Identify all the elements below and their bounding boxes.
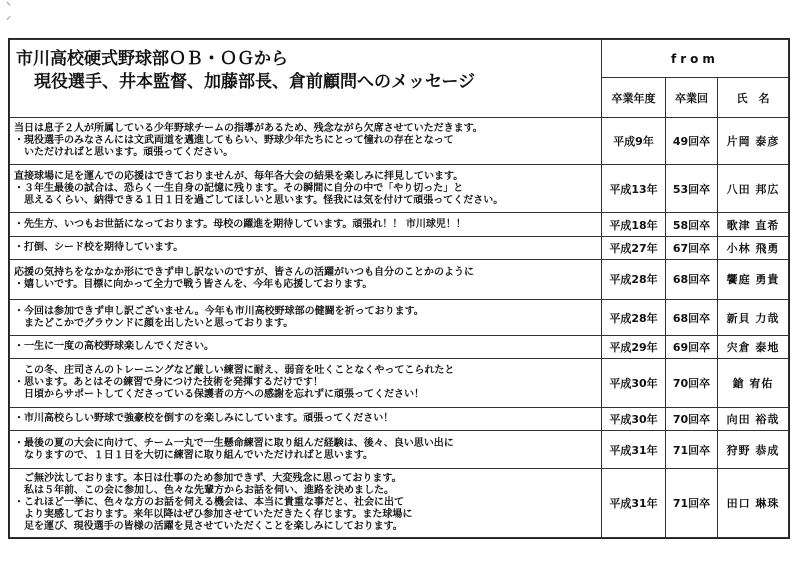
graduation-year: 平成9年: [602, 118, 666, 165]
message-row: [10, 164, 789, 213]
message-text: この冬、庄司さんのトレーニングなど厳しい練習に耐え、弱音を吐くことなくやってこられたと ・思います。あとはその練習で身につけた技術を発揮するだけです！ 日頃からサポートしてくださっている保護者の方への感謝を忘れずに頑張ってください！: [10, 359, 602, 408]
graduation-class: 70回卒: [666, 359, 718, 408]
graduation-year: 平成31年: [602, 431, 666, 469]
graduation-class: 67回卒: [666, 236, 718, 259]
page-subtitle: 現役選手、井本監督、加藤部長、倉前顧問へのメッセージ: [34, 72, 475, 92]
graduation-class: 71回卒: [666, 469, 718, 538]
graduation-year: 平成28年: [602, 300, 666, 336]
author-name: 小林 飛勇: [718, 236, 789, 259]
graduation-year: 平成13年: [602, 164, 666, 213]
message-text: ご無沙汰しております。本日は仕事のため参加できず、大変残念に思っております。 私は５年前、この会に参加し、色々な先輩方からお話を伺い、進路を決めました。 ・これほど一挙に、色々な方のお話を伺える機会は、本当に貴重な事だと、社会に出て より実感しております。来年以降はぜひ参加させていただきたく存じます。また球場に 足を運び、現役選手の皆様の活躍を見させていただくことを楽しみにしております。: [10, 469, 602, 538]
graduation-class: 70回卒: [666, 407, 718, 430]
author-name: 狩野 恭成: [718, 431, 789, 469]
graduation-class: 49回卒: [666, 118, 718, 165]
graduation-year: 平成18年: [602, 213, 666, 236]
from-header: from: [602, 40, 789, 78]
message-row: [10, 469, 789, 538]
graduation-year: 平成31年: [602, 469, 666, 538]
message-text: ・打倒、シード校を期待しています。: [10, 236, 602, 259]
message-text: 当日は息子２人が所属している少年野球チームの指導があるため、残念ながら欠席させていただきます。 ・現役選手のみなさんには文武両道を邁進してもらい、野球少年たちにとって憧れの存在となって いただければと思います。頑張ってください。: [10, 118, 602, 165]
graduation-class: 68回卒: [666, 259, 718, 299]
page-title: 市川高校硬式野球部ＯＢ・ＯＧから: [16, 49, 288, 69]
class-column-header: 卒業回: [666, 78, 718, 118]
author-name: 新貝 力哉: [718, 300, 789, 336]
author-name: 向田 裕哉: [718, 407, 789, 430]
message-text: 応援の気持ちをなかなか形にできず申し訳ないのですが、皆さんの活躍がいつも自分のことかのように ・嬉しいです。目標に向かって全力で戦う皆さんを、今年も応援しております。: [10, 259, 602, 299]
message-sheet: [8, 38, 790, 539]
graduation-class: 53回卒: [666, 164, 718, 213]
message-text: ・一生に一度の高校野球楽しんでください。: [10, 335, 602, 358]
message-text: ・今回は参加できず申し訳ございません。今年も市川高校野球部の健闘を祈っております。 またどこかでグラウンドに顔を出したいと思っております。: [10, 300, 602, 336]
graduation-year: 平成27年: [602, 236, 666, 259]
scan-mark: ⸌ ⸝: [6, 1, 11, 22]
title-block: [10, 40, 602, 118]
message-text: ・市川高校らしい野球で強豪校を倒すのを楽しみにしています。頑張ってください！: [10, 407, 602, 430]
message-row: [10, 335, 789, 358]
graduation-class: 71回卒: [666, 431, 718, 469]
graduation-class: 69回卒: [666, 335, 718, 358]
author-name: 饗庭 勇貴: [718, 259, 789, 299]
message-row: [10, 431, 789, 469]
message-table: [9, 39, 789, 538]
message-row: [10, 213, 789, 236]
graduation-class: 68回卒: [666, 300, 718, 336]
message-text: ・先生方、いつもお世話になっております。母校の躍進を期待しています。頑張れ！！ 市川球児！！: [10, 213, 602, 236]
graduation-class: 58回卒: [666, 213, 718, 236]
title-row: [10, 40, 789, 78]
author-name: 八田 邦広: [718, 164, 789, 213]
message-row: [10, 359, 789, 408]
author-name: 田口 琳珠: [718, 469, 789, 538]
graduation-year: 平成30年: [602, 407, 666, 430]
graduation-year: 平成28年: [602, 259, 666, 299]
message-row: [10, 300, 789, 336]
message-row: [10, 118, 789, 165]
author-name: 片岡 泰彦: [718, 118, 789, 165]
message-row: [10, 407, 789, 430]
message-row: [10, 236, 789, 259]
year-column-header: 卒業年度: [602, 78, 666, 118]
message-text: ・最後の夏の大会に向けて、チーム一丸で一生懸命練習に取り組んだ経験は、後々、良い思い出に なりますので、１日１日を大切に練習に取り組んでいただければと思います。: [10, 431, 602, 469]
message-row: [10, 259, 789, 299]
message-text: 直接球場に足を運んでの応援はできておりませんが、毎年各大会の結果を楽しみに拝見しています。 ・３年生最後の試合は、恐らく一生自身の記憶に残ります。その瞬間に自分の中で「やり切った」と 思えるくらい、納得できる１日１日を過ごしてほしいと思います。怪我には気を付けて頑張ってください。: [10, 164, 602, 213]
name-column-header: 氏 名: [718, 78, 789, 118]
graduation-year: 平成29年: [602, 335, 666, 358]
graduation-year: 平成30年: [602, 359, 666, 408]
author-name: 鎗 宥佑: [718, 359, 789, 408]
author-name: 歌津 直希: [718, 213, 789, 236]
author-name: 宍倉 泰地: [718, 335, 789, 358]
